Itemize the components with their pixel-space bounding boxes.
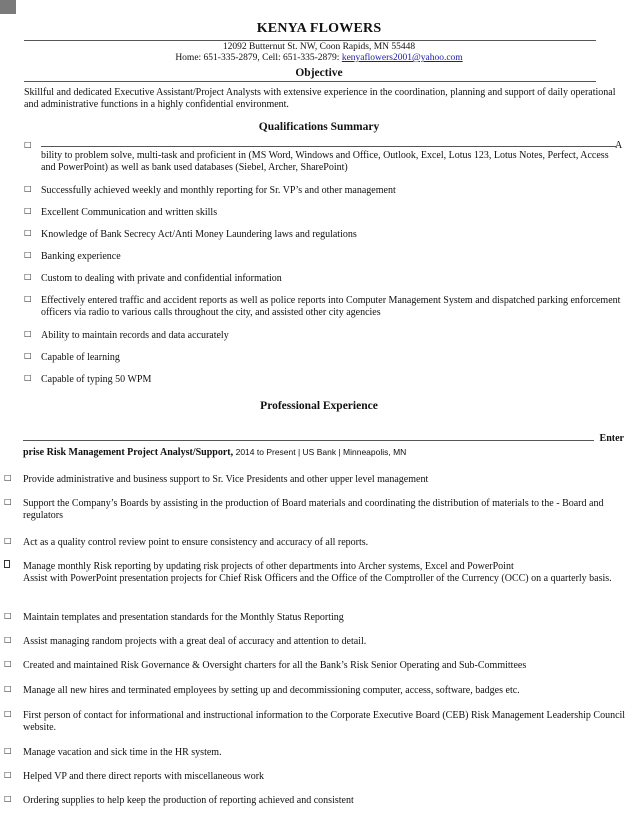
bullet-icon: □ xyxy=(24,373,32,382)
experience-item: Provide administrative and business support to Sr. Vice Presidents and other upper level management xyxy=(23,474,429,485)
experience-item: Maintain templates and presentation standards for the Monthly Status Reporting xyxy=(23,612,344,623)
checkbox-icon xyxy=(4,560,10,568)
qualification-item: Capable of learning xyxy=(41,352,120,363)
qualification-item: Effectively entered traffic and accident reports as well as police reports into Computer Management System and dispatched parking enforcement officers via radio to various calls throughout the city, and assisted other city agencies xyxy=(41,295,621,318)
bullet-icon: □ xyxy=(24,250,32,259)
phone-email-line xyxy=(0,53,638,64)
contact-block xyxy=(0,42,638,64)
experience-item: Manage all new hires and terminated employees by setting up and decommissioning computer, access, software, badges etc. xyxy=(23,685,520,696)
qualifications-heading: Qualifications Summary xyxy=(258,121,380,133)
bullet-icon: □ xyxy=(4,684,12,693)
qualification-underline xyxy=(41,146,616,147)
bullet-icon: □ xyxy=(24,184,32,193)
experience-heading: Professional Experience xyxy=(260,400,378,412)
corner-marker xyxy=(0,0,16,14)
experience-item: Act as a quality control review point to ensure consistency and accuracy of all reports. xyxy=(23,537,369,548)
experience-item: Created and maintained Risk Governance & Oversight charters for all the Bank’s Risk Senior Operating and Sub-Committees xyxy=(23,660,527,671)
experience-item: Support the Company’s Boards by assisting in the production of Board materials and coordinating the distribution of materials to the - Board and regulators xyxy=(23,498,604,521)
qualification-item: Custom to dealing with private and confidential information xyxy=(41,273,282,284)
address-line: 12092 Butternut St. NW, Coon Rapids, MN 55448 xyxy=(222,42,416,52)
experience-item: First person of contact for informational and instructional information to the Corporate Executive Board (CEB) Risk Management Leadership Council website. xyxy=(23,710,626,733)
bullet-icon: □ xyxy=(24,228,32,237)
bullet-icon: □ xyxy=(24,140,32,149)
experience-item: Helped VP and there direct reports with miscellaneous work xyxy=(23,771,265,782)
experience-divider xyxy=(23,440,594,441)
bullet-icon: □ xyxy=(24,329,32,338)
bullet-icon: □ xyxy=(4,473,12,482)
email-link[interactable]: kenyaflowers2001@yahoo.com xyxy=(341,53,463,63)
qualification-first-tail: A xyxy=(615,140,623,151)
experience-item: Ordering supplies to help keep the production of reporting achieved and consistent xyxy=(23,795,354,806)
bullet-icon: □ xyxy=(4,635,12,644)
bullet-icon xyxy=(4,560,10,571)
job-details: 2014 to Present | US Bank | Minneapolis, MN xyxy=(235,447,407,457)
bullet-icon: □ xyxy=(4,794,12,803)
qualification-item: bility to problem solve, multi-task and proficient in (MS Word, Windows and Office, Outlook, Excel, Lotus 123, Lotus Notes, Perfect, Access and PowerPoint) as well as bank used databases (Siebel, Archer, SharePoint) xyxy=(41,150,609,173)
bullet-icon: □ xyxy=(4,746,12,755)
bullet-icon: □ xyxy=(24,351,32,360)
job-title: prise Risk Management Project Analyst/Support, xyxy=(23,447,234,458)
candidate-name: KENYA FLOWERS xyxy=(256,21,382,36)
bullet-icon: □ xyxy=(24,294,32,303)
bullet-icon: □ xyxy=(4,770,12,779)
qualification-item: Ability to maintain records and data accurately xyxy=(41,330,229,341)
qualification-item: Successfully achieved weekly and monthly reporting for Sr. VP’s and other management xyxy=(41,185,396,196)
experience-item: Manage vacation and sick time in the HR system. xyxy=(23,747,222,758)
bullet-icon: □ xyxy=(4,497,12,506)
header-divider xyxy=(24,40,596,41)
experience-item: Manage monthly Risk reporting by updating risk projects of other departments into Archer systems, Excel and PowerPoint xyxy=(23,561,514,572)
bullet-icon: □ xyxy=(24,272,32,281)
bullet-icon: □ xyxy=(24,206,32,215)
qualification-item: Capable of typing 50 WPM xyxy=(41,374,152,385)
qualification-item: Knowledge of Bank Secrecy Act/Anti Money Laundering laws and regulations xyxy=(41,229,357,240)
qualification-item: Excellent Communication and written skills xyxy=(41,207,218,218)
objective-text: Skillful and dedicated Executive Assistant/Project Analysts with extensive experience in the coordination, planning and support of daily operational and administrative functions in a highly confidential environment. xyxy=(24,87,616,110)
experience-item: Assist with PowerPoint presentation projects for Chief Risk Officers and the Office of the Comptroller of the Currency (OCC) on a quarterly basis. xyxy=(23,573,612,584)
bullet-icon: □ xyxy=(4,536,12,545)
bullet-icon: □ xyxy=(4,659,12,668)
job-line xyxy=(23,446,406,459)
bullet-icon: □ xyxy=(4,611,12,620)
qualification-item: Banking experience xyxy=(41,251,121,262)
bullet-icon: □ xyxy=(4,709,12,718)
phone-text: Home: 651-335-2879, Cell: 651-335-2879: xyxy=(175,53,340,63)
objective-divider xyxy=(24,81,596,82)
job-title-tail: Enter xyxy=(599,433,624,444)
experience-item: Assist managing random projects with a great deal of accuracy and attention to detail. xyxy=(23,636,367,647)
objective-heading: Objective xyxy=(295,67,343,79)
